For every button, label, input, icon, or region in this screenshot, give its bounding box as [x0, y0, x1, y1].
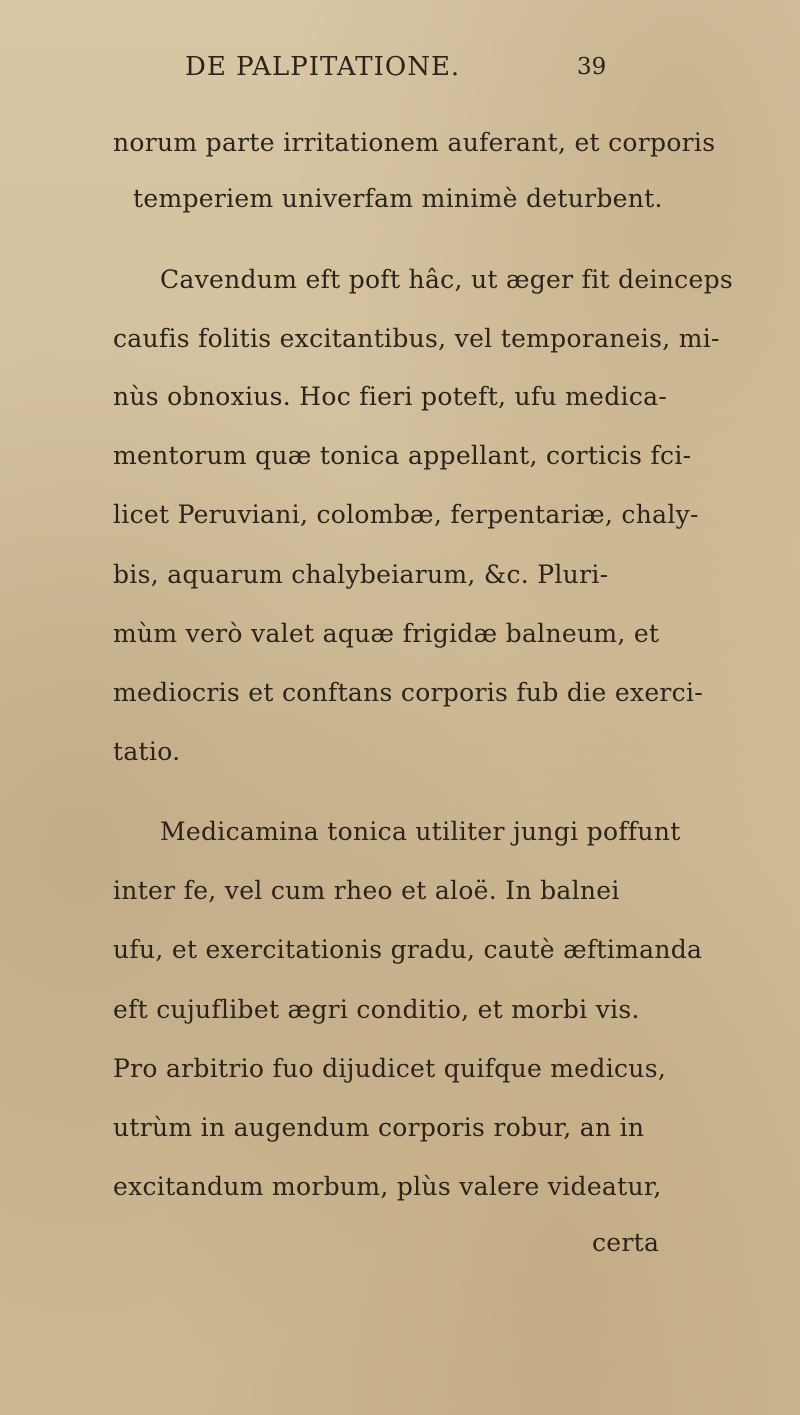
text-line: Pro arbitrio fuo dijudicet quifque medicus,: [113, 1054, 667, 1083]
text-line: ufu, et exercitationis gradu, cautè æftimanda: [113, 935, 703, 964]
text-line: temperiem univerfam minimè deturbent.: [133, 184, 663, 213]
text-line: nùs obnoxius. Hoc fieri poteft, ufu medica-: [113, 382, 668, 411]
text-line: utrùm in augendum corporis robur, an in: [113, 1113, 645, 1142]
text-line: mentorum quæ tonica appellant, corticis fci-: [113, 441, 692, 470]
text-line: norum parte irritationem auferant, et corporis: [113, 128, 716, 157]
text-line: Cavendum eft poft hâc, ut æger fit deinceps: [160, 265, 734, 294]
text-line: Medicamina tonica utiliter jungi poffunt: [160, 817, 681, 846]
text-line: tatio.: [113, 737, 181, 766]
text-line: eft cujuflibet ægri conditio, et morbi vis.: [113, 995, 640, 1024]
page-header: [0, 52, 800, 92]
text-line: mediocris et conftans corporis fub die exerci-: [113, 678, 704, 707]
running-title: DE PALPITATIONE.: [185, 52, 461, 82]
catchword: certa: [592, 1228, 660, 1257]
text-line: mùm verò valet aquæ frigidæ balneum, et: [113, 619, 660, 648]
text-line: licet Peruviani, colombæ, ferpentariæ, chaly-: [113, 500, 699, 529]
text-line: bis, aquarum chalybeiarum, &c. Pluri-: [113, 560, 609, 589]
text-line: inter fe, vel cum rheo et aloë. In balnei: [113, 876, 620, 905]
page-number: 39: [577, 54, 607, 80]
text-line: caufis folitis excitantibus, vel temporaneis, mi-: [113, 324, 720, 353]
text-line: excitandum morbum, plùs valere videatur,: [113, 1172, 662, 1201]
